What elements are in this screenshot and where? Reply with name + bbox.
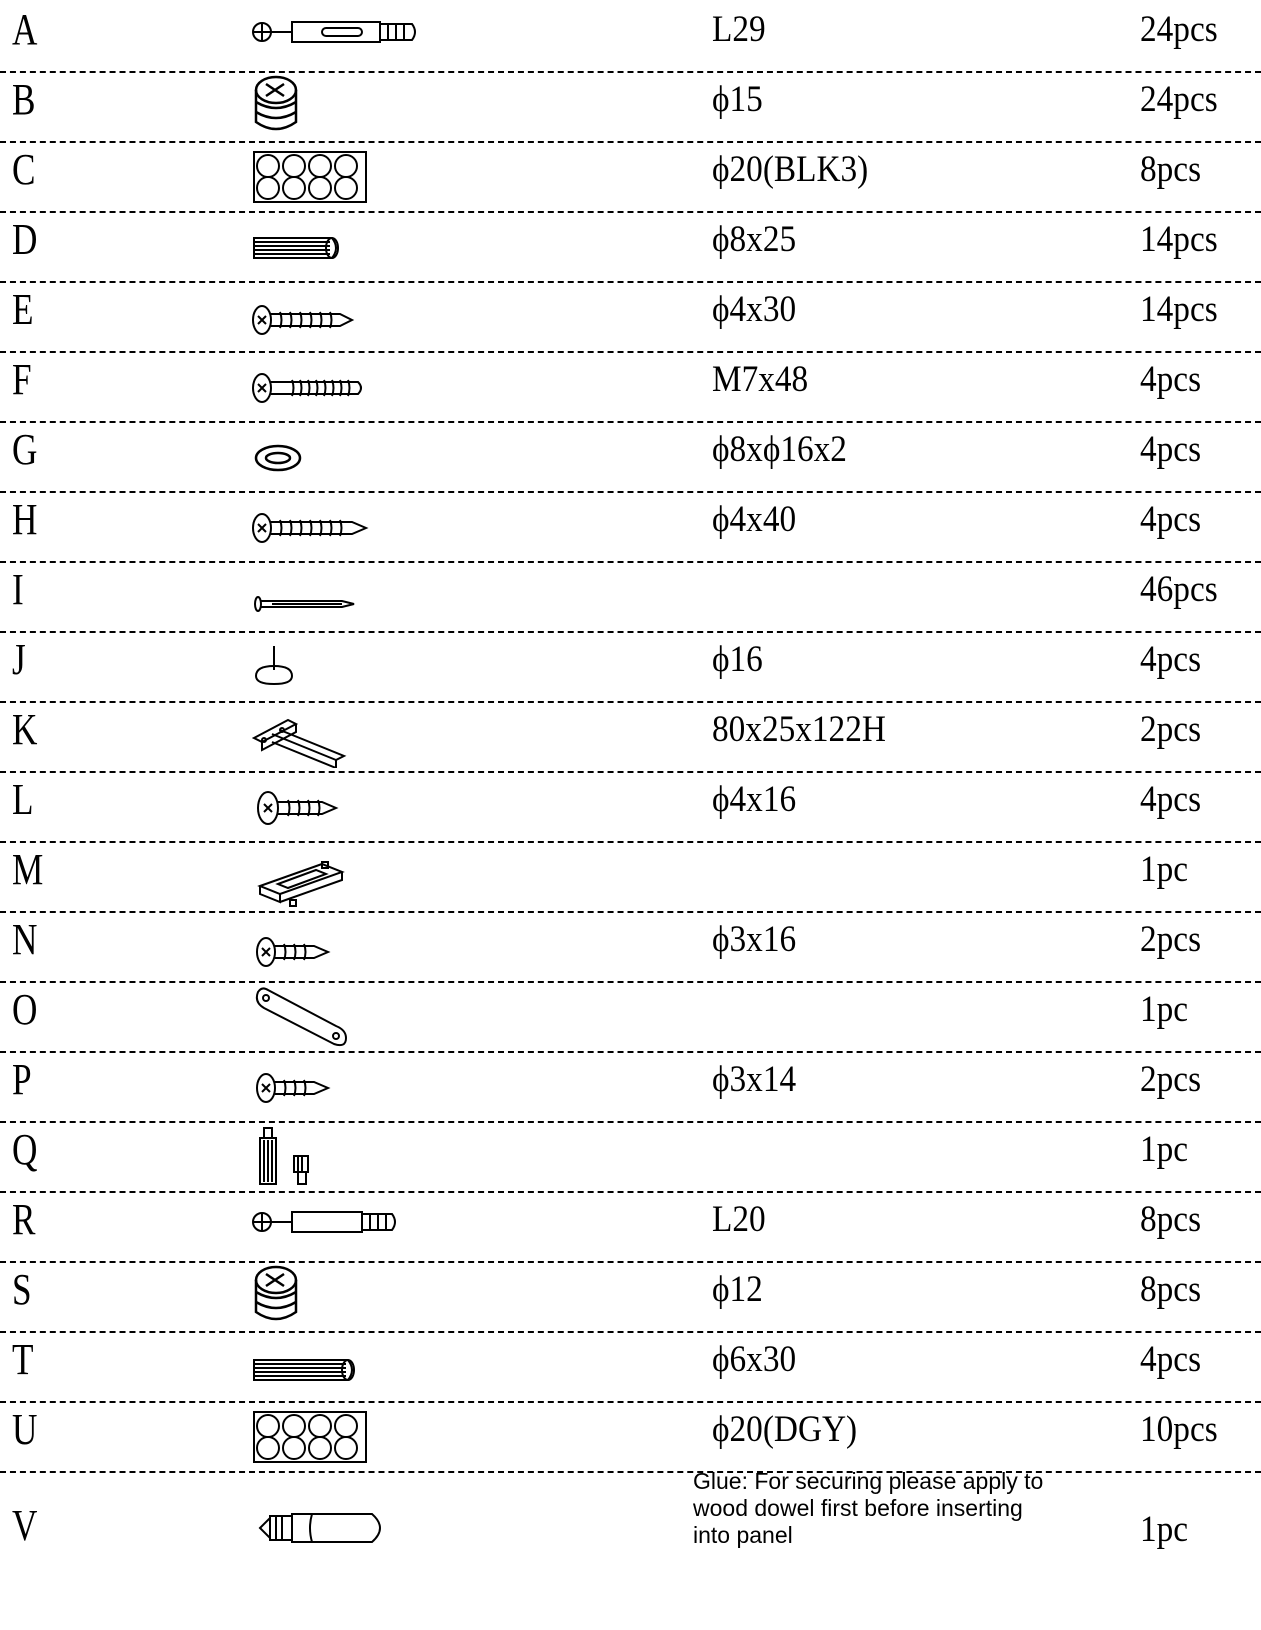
part-spec: ϕ3x14 xyxy=(712,1059,797,1100)
short-screw-icon xyxy=(252,774,422,838)
part-spec: ϕ15 xyxy=(712,79,763,120)
nail-icon xyxy=(252,564,422,628)
part-quantity: 2pcs xyxy=(1140,1059,1202,1100)
wood-dowel-icon xyxy=(252,214,422,278)
part-quantity: 2pcs xyxy=(1140,709,1202,750)
part-spec: ϕ20(BLK3) xyxy=(712,149,869,190)
part-row-n xyxy=(0,910,1261,983)
part-letter: P xyxy=(12,1055,32,1104)
cam-bolt-long-icon xyxy=(252,4,422,68)
part-letter: R xyxy=(12,1195,36,1244)
part-letter: U xyxy=(12,1405,38,1454)
glue-instruction-note: Glue: For securing please apply to wood dowel first before inserting into panel xyxy=(693,1468,1044,1548)
part-quantity: 1pc xyxy=(1140,989,1189,1030)
part-spec: L20 xyxy=(712,1199,766,1240)
short-screw-icon xyxy=(252,914,422,978)
part-quantity: 24pcs xyxy=(1140,9,1218,50)
magnetic-catch-icon xyxy=(252,844,422,908)
cover-caps-sheet-icon xyxy=(252,144,422,208)
part-row-m xyxy=(0,840,1261,913)
washer-icon xyxy=(252,424,422,488)
part-row-d xyxy=(0,210,1261,283)
part-quantity: 4pcs xyxy=(1140,639,1202,680)
part-spec: M7x48 xyxy=(712,359,809,400)
part-row-o xyxy=(0,980,1261,1053)
part-quantity: 1pc xyxy=(1140,1509,1189,1550)
part-quantity: 10pcs xyxy=(1140,1409,1218,1450)
l-bracket-icon xyxy=(252,704,422,768)
part-row-e xyxy=(0,280,1261,353)
part-row-l xyxy=(0,770,1261,843)
part-row-p xyxy=(0,1050,1261,1123)
cam-lock-icon xyxy=(252,1264,422,1328)
part-spec: ϕ6x30 xyxy=(712,1339,797,1380)
confirmat-screw-icon xyxy=(252,354,422,418)
part-letter: Q xyxy=(12,1125,38,1174)
part-row-i xyxy=(0,560,1261,633)
part-spec: ϕ12 xyxy=(712,1269,763,1310)
part-spec: L29 xyxy=(712,9,766,50)
part-row-k xyxy=(0,700,1261,773)
part-quantity: 4pcs xyxy=(1140,1339,1202,1380)
part-quantity: 8pcs xyxy=(1140,1269,1202,1310)
part-quantity: 4pcs xyxy=(1140,429,1202,470)
part-letter: S xyxy=(12,1265,32,1314)
part-letter: D xyxy=(12,215,38,264)
part-row-g xyxy=(0,420,1261,493)
part-row-j xyxy=(0,630,1261,703)
part-spec: ϕ16 xyxy=(712,639,763,680)
part-letter: F xyxy=(12,355,32,404)
part-row-a xyxy=(0,0,1261,73)
part-quantity: 8pcs xyxy=(1140,149,1202,190)
part-row-q xyxy=(0,1120,1261,1193)
part-spec: ϕ4x16 xyxy=(712,779,797,820)
part-letter: M xyxy=(12,845,44,894)
part-letter: A xyxy=(12,5,38,54)
anti-tip-strap-icon xyxy=(252,984,422,1048)
part-quantity: 2pcs xyxy=(1140,919,1202,960)
part-row-b xyxy=(0,70,1261,143)
part-quantity: 4pcs xyxy=(1140,779,1202,820)
part-letter: V xyxy=(12,1501,38,1550)
wood-dowel-icon xyxy=(252,1334,422,1398)
part-row-f xyxy=(0,350,1261,423)
cover-caps-sheet-icon xyxy=(252,1404,422,1468)
part-letter: T xyxy=(12,1335,34,1384)
part-spec: ϕ20(DGY) xyxy=(712,1409,858,1450)
part-letter: H xyxy=(12,495,38,544)
part-quantity: 8pcs xyxy=(1140,1199,1202,1240)
short-screw-icon xyxy=(252,1054,422,1118)
part-row-v xyxy=(0,1470,1261,1630)
part-spec: ϕ8xϕ16x2 xyxy=(712,429,847,470)
part-quantity: 1pc xyxy=(1140,1129,1189,1170)
part-row-u xyxy=(0,1400,1261,1473)
part-letter: E xyxy=(12,285,34,334)
glue-bottle-icon xyxy=(252,1492,422,1556)
part-letter: I xyxy=(12,565,24,614)
part-row-t xyxy=(0,1330,1261,1403)
wall-anchor-set-icon xyxy=(252,1124,422,1188)
part-quantity: 14pcs xyxy=(1140,219,1218,260)
long-screw-icon xyxy=(252,494,422,558)
part-row-r xyxy=(0,1190,1261,1263)
part-row-c xyxy=(0,140,1261,213)
part-spec: ϕ4x30 xyxy=(712,289,797,330)
cam-lock-icon xyxy=(252,74,422,138)
part-letter: B xyxy=(12,75,36,124)
part-spec: 80x25x122H xyxy=(712,709,886,750)
part-spec: ϕ4x40 xyxy=(712,499,797,540)
part-letter: K xyxy=(12,705,38,754)
nail-glide-icon xyxy=(252,634,422,698)
part-spec: ϕ3x16 xyxy=(712,919,797,960)
part-quantity: 4pcs xyxy=(1140,499,1202,540)
part-letter: N xyxy=(12,915,38,964)
cam-bolt-short-icon xyxy=(252,1194,422,1258)
part-letter: L xyxy=(12,775,34,824)
part-quantity: 4pcs xyxy=(1140,359,1202,400)
part-quantity: 1pc xyxy=(1140,849,1189,890)
screw-icon xyxy=(252,284,422,348)
part-quantity: 14pcs xyxy=(1140,289,1218,330)
part-letter: C xyxy=(12,145,36,194)
part-spec: ϕ8x25 xyxy=(712,219,797,260)
part-row-h xyxy=(0,490,1261,563)
part-letter: O xyxy=(12,985,38,1034)
part-quantity: 46pcs xyxy=(1140,569,1218,610)
part-letter: G xyxy=(12,425,38,474)
part-row-s xyxy=(0,1260,1261,1333)
part-quantity: 24pcs xyxy=(1140,79,1218,120)
part-letter: J xyxy=(12,635,26,684)
